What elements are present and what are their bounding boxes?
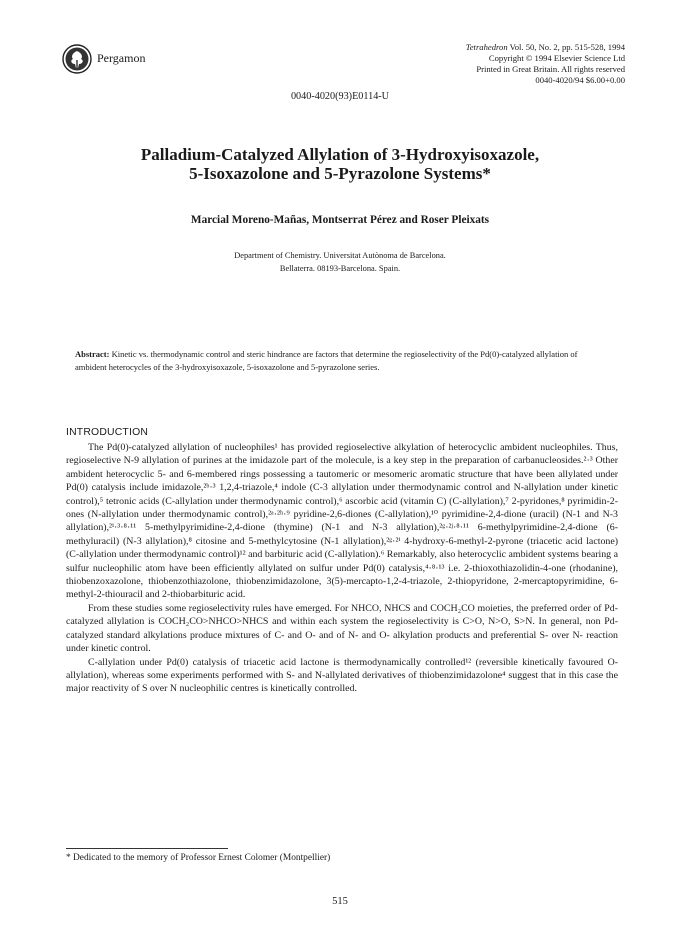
abstract-text: Kinetic vs. thermodynamic control and steric hindrance are factors that determine the regioselectivity of the Pd(0)-catalyzed allylation of ambident heterocycles of the 3-hydroxyisoxazole, 5-isoxazolone and 5-pyrazolone series. (75, 349, 578, 373)
paragraph: From these studies some regioselectivity rules have emerged. For NHCO, NHCS and COCH₂CO moieties, the preferred order of Pd-catalyzed allylation is COCH₂CO>NHCO>NHCS and within each system the regioselectivity is C>O, N>O, S>N. In general, non Pd-catalyzed standard alkylations produce mixtures of C- and O- and of N- and O- alkylation products and preferential S- over N- reaction under kinetic control. (66, 602, 618, 655)
paper-title (40, 145, 640, 183)
affiliation (40, 249, 640, 275)
citation-line (365, 42, 625, 53)
footnote: * Dedicated to the memory of Professor Ernest Colomer (Montpellier) (66, 853, 331, 863)
publisher-name: Pergamon (97, 51, 146, 65)
doi-code: 0040-4020(93)E0114-U (290, 91, 390, 102)
paragraph: C-allylation under Pd(0) catalysis of triacetic acid lactone is thermodynamically controlled¹² (reversible kinetically favoured O-allylation), whereas some experiments performed with S- and N-allylated derivatives of thiobenzimidazolone⁴ suggest that in this case the major reactivity of S over N nucleophilic centres is kinetically controlled. (66, 656, 618, 695)
journal-name: Tetrahedron (465, 42, 508, 52)
section-heading: INTRODUCTION (66, 427, 149, 438)
citation-block (365, 42, 625, 86)
title-line-2: 5-Isoxazolone and 5-Pyrazolone Systems* (189, 164, 491, 183)
author-list: Marcial Moreno-Mañas, Montserrat Pérez and Roser Pleixats (190, 214, 490, 226)
printed-line: Printed in Great Britain. All rights reserved (476, 64, 625, 74)
title-line-1: Palladium-Catalyzed Allylation of 3-Hydroxyisoxazole, (140, 145, 540, 164)
pergamon-logo-icon (62, 44, 92, 74)
abstract (75, 348, 605, 375)
paragraph: The Pd(0)-catalyzed allylation of nucleophiles¹ has provided regioselective alkylation of heterocyclic ambident nucleophiles. Thus, regioselective N-9 allylation of purines at the imidazole part of the molecule, is a key step in the preparation of carbanucleosides.²·³ Other ambident heterocyclic 5- and 6-membered rings possessing a tautomeric or mesomeric aromatic structure that have been allylated under Pd(0) catalysis include imidazole,²ᵇ·³ 1,2,4-triazole,⁴ indole (C-3 allylation under thermodynamic control and N-allylation under kinetic control),⁵ tetronic acids (C-allylation under thermodynamic control),⁶ ascorbic acid (vitamin C) (C-allylation),⁷ 2-pyridones,⁸ pyrimidin-2-ones (N-allylation under thermodynamic control),²ᵃ·²ʰ·⁹ pyridine-2,6-diones (C-allylation),¹⁰ pyrimidine-2,4-dione (uracil) (N-1 and N-3 allylation),²ⁱ·³·⁸·¹¹ 5-methylpyrimidine-2,4-dione (thymine) (N-1 and N-3 allylation),²ᵍ·²ʲ·⁸·¹¹ 6-methylpyrimidine-2,4-dione (6-methyluracil) (N-3 allylation),⁸ citosine and 5-methylcytosine (N-1 allylation),²ᵍ·²ⁱ 4-hydroxy-6-methyl-2-pyrone (triacetic acid lactone) (C-allylation under thermodynamic control)¹² and barbituric acid (C-allylation).⁶ Remarkably, also heterocyclic ambident systems bearing a sulfur nucleophilic atom have been efficiently allylated on sulfur under Pd(0) catalysis,⁴·⁸·¹³ i.e. 2-thioxothiazolidin-4-one (rhodanine), thiobenzoxazolone, thiobenzothiazolone, thiobenzimidazolone, 3(5)-mercapto-1,2-4-triazole, 2-thiopyridone, 2-mercaptopyrimidine, 6-methyl-2-thiouracil and 2-thiobarbituric acid. (66, 442, 618, 601)
abstract-label: Abstract: (75, 349, 110, 359)
footnote-divider (66, 848, 228, 849)
affiliation-line-2: Bellaterra. 08193-Barcelona. Spain. (279, 264, 401, 273)
affiliation-line-1: Department of Chemistry. Universitat Autònoma de Barcelona. (234, 251, 446, 260)
issn-line: 0040-4020/94 $6.00+0.00 (535, 75, 625, 85)
body-text (66, 441, 618, 696)
citation-volume: Vol. 50, No. 2, pp. 515-528, 1994 (507, 42, 625, 52)
page-number: 515 (332, 896, 348, 907)
copyright-line: Copyright © 1994 Elsevier Science Ltd (488, 53, 625, 63)
